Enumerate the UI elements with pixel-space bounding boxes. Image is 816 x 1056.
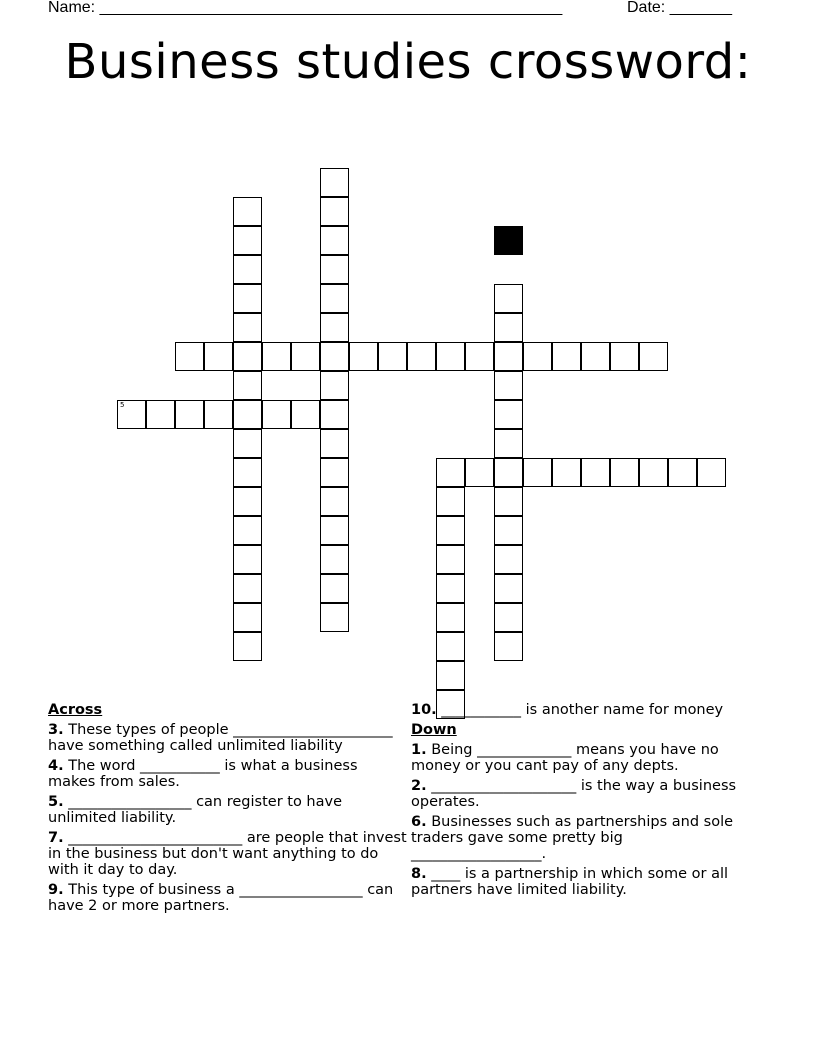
clue-text: ___________ is another name for money [436, 702, 724, 718]
across-clues [48, 702, 408, 918]
down-clue [411, 814, 756, 862]
crossword-cell[interactable] [233, 516, 262, 545]
down-clue [411, 742, 756, 774]
crossword-cell[interactable] [320, 255, 349, 284]
crossword-cell[interactable] [320, 226, 349, 255]
clue-text: _________________ can register to have unlimited liability. [48, 794, 343, 826]
crossword-cell[interactable] [320, 284, 349, 313]
clue-text: Businesses such as partnerships and sole traders gave some pretty big __________________. [411, 814, 734, 862]
crossword-cell[interactable] [436, 661, 465, 690]
crossword-cell[interactable] [465, 342, 494, 371]
clue-number: 7. [48, 830, 64, 846]
crossword-cell[interactable] [146, 400, 175, 429]
crossword-cell[interactable] [494, 429, 523, 458]
clue-text: This type of business a _________________ can have 2 or more partners. [48, 882, 394, 914]
crossword-cell[interactable] [291, 400, 320, 429]
crossword-cell[interactable] [494, 487, 523, 516]
crossword-cell[interactable] [233, 458, 262, 487]
crossword-cell[interactable] [320, 168, 349, 197]
crossword-cell[interactable] [436, 574, 465, 603]
crossword-cell[interactable] [436, 545, 465, 574]
crossword-cell[interactable] [320, 429, 349, 458]
crossword-cell[interactable] [436, 516, 465, 545]
down-heading: Down [411, 722, 457, 738]
crossword-cell[interactable] [523, 458, 552, 487]
crossword-cell[interactable] [233, 603, 262, 632]
crossword-cell[interactable] [320, 574, 349, 603]
clue-text: These types of people ______________________ have something called unlimited liability [48, 722, 393, 754]
clue-number: 3. [48, 722, 64, 738]
crossword-cell[interactable] [639, 458, 668, 487]
clue-number: 5. [48, 794, 64, 810]
crossword-cell[interactable] [320, 545, 349, 574]
crossword-cell[interactable] [262, 400, 291, 429]
crossword-cell[interactable] [610, 458, 639, 487]
crossword-cell[interactable] [436, 487, 465, 516]
crossword-cell[interactable] [175, 342, 204, 371]
crossword-cell[interactable] [233, 632, 262, 661]
clue-number: 10. [411, 702, 437, 718]
crossword-cell[interactable] [436, 603, 465, 632]
across-clue [48, 758, 408, 790]
clue-text: ____________________ is the way a business operates. [411, 778, 737, 810]
crossword-cell[interactable] [494, 342, 523, 371]
crossword-cell[interactable] [233, 226, 262, 255]
down-clue [411, 778, 756, 810]
crossword-cell[interactable] [436, 342, 465, 371]
crossword-cell[interactable] [494, 371, 523, 400]
down-clue [411, 866, 756, 898]
crossword-cell[interactable] [436, 632, 465, 661]
clue-number: 4. [48, 758, 64, 774]
crossword-cell[interactable] [204, 342, 233, 371]
crossword-cell[interactable] [523, 342, 552, 371]
crossword-cell[interactable] [320, 516, 349, 545]
crossword-cell[interactable] [349, 342, 378, 371]
crossword-cell[interactable] [465, 458, 494, 487]
clue-number: 6. [411, 814, 427, 830]
crossword-cell[interactable] [262, 342, 291, 371]
clue-number-label: 5 [120, 401, 125, 409]
clue-number: 8. [411, 866, 427, 882]
crossword-cell[interactable] [494, 516, 523, 545]
crossword-cell[interactable] [494, 458, 523, 487]
crossword-cell[interactable] [233, 400, 262, 429]
blocked-cell [494, 226, 523, 255]
crossword-cell[interactable] [320, 371, 349, 400]
crossword-cell[interactable] [436, 458, 465, 487]
crossword-cell[interactable] [494, 603, 523, 632]
crossword-cell[interactable] [233, 342, 262, 371]
across-clue [48, 830, 408, 878]
crossword-cell[interactable] [552, 458, 581, 487]
date-field-label: Date: _______ [627, 0, 732, 16]
crossword-cell[interactable] [407, 342, 436, 371]
crossword-cell[interactable] [233, 313, 262, 342]
clue-number: 2. [411, 778, 427, 794]
crossword-cell[interactable] [233, 487, 262, 516]
across-clue [48, 794, 408, 826]
crossword-cell[interactable] [291, 342, 320, 371]
clue-across-10 [411, 702, 756, 718]
crossword-cell[interactable] [494, 284, 523, 313]
crossword-cell[interactable] [233, 545, 262, 574]
crossword-cell[interactable] [320, 400, 349, 429]
crossword-cell[interactable] [233, 255, 262, 284]
clue-text: ____ is a partnership in which some or all partners have limited liability. [411, 866, 729, 898]
crossword-cell[interactable] [378, 342, 407, 371]
crossword-cell[interactable] [117, 400, 146, 429]
clue-text: ________________________ are people that invest in the business but don't want anything to do with it day to day. [48, 830, 407, 878]
across-clue [48, 882, 408, 914]
crossword-cell[interactable] [552, 342, 581, 371]
crossword-cell[interactable] [320, 313, 349, 342]
crossword-cell[interactable] [494, 400, 523, 429]
crossword-cell[interactable] [320, 487, 349, 516]
crossword-cell[interactable] [320, 603, 349, 632]
crossword-cell[interactable] [581, 458, 610, 487]
crossword-cell[interactable] [494, 632, 523, 661]
name-field-label: Name: ____________________________________________________ [48, 0, 563, 16]
down-clues [411, 702, 756, 902]
crossword-cell[interactable] [233, 197, 262, 226]
crossword-cell[interactable] [639, 342, 668, 371]
crossword-cell[interactable] [233, 284, 262, 313]
crossword-cell[interactable] [320, 197, 349, 226]
crossword-cell[interactable] [204, 400, 233, 429]
crossword-cell[interactable] [581, 342, 610, 371]
across-clue [48, 722, 408, 754]
crossword-cell[interactable] [320, 458, 349, 487]
clue-number: 9. [48, 882, 64, 898]
crossword-cell[interactable] [668, 458, 697, 487]
clue-text: The word ___________ is what a business makes from sales. [48, 758, 358, 790]
across-heading: Across [48, 702, 103, 718]
crossword-cell[interactable] [494, 545, 523, 574]
crossword-cell[interactable] [233, 371, 262, 400]
crossword-cell[interactable] [494, 313, 523, 342]
crossword-cell[interactable] [320, 342, 349, 371]
page-title: Business studies crossword: [64, 34, 752, 90]
crossword-cell[interactable] [175, 400, 204, 429]
crossword-cell[interactable] [494, 574, 523, 603]
crossword-cell[interactable] [233, 574, 262, 603]
clue-text: Being _____________ means you have no money or you cant pay of any depts. [411, 742, 719, 774]
clue-number: 1. [411, 742, 427, 758]
crossword-cell[interactable] [233, 429, 262, 458]
crossword-cell[interactable] [610, 342, 639, 371]
crossword-cell[interactable] [697, 458, 726, 487]
